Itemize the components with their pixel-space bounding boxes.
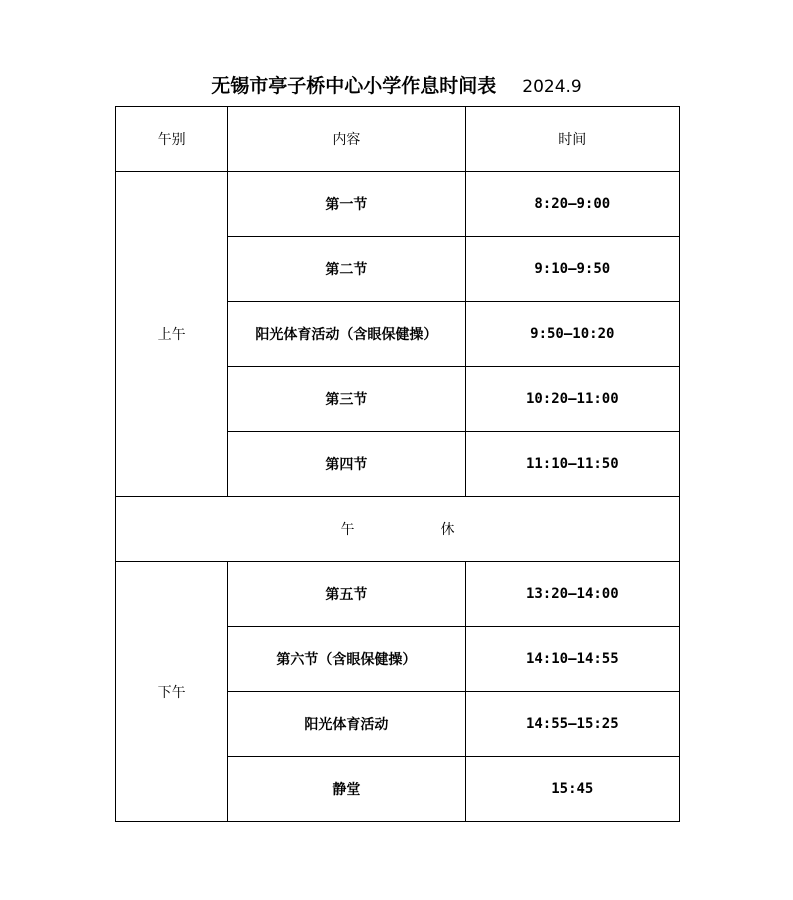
time-cell: 14:10—14:55 <box>465 627 679 692</box>
content-cell: 阳光体育活动（含眼保健操） <box>228 302 465 367</box>
header-row <box>116 107 680 172</box>
title-date: 2024.9 <box>522 77 582 97</box>
content-cell: 第二节 <box>228 237 465 302</box>
noon-break-part2: 休 <box>440 522 455 538</box>
header-period: 午别 <box>116 107 228 172</box>
time-cell: 9:50—10:20 <box>465 302 679 367</box>
time-cell: 11:10—11:50 <box>465 432 679 497</box>
content-cell: 第五节 <box>228 562 465 627</box>
content-cell: 阳光体育活动 <box>228 692 465 757</box>
content-cell: 静堂 <box>228 757 465 822</box>
noon-break-part1: 午 <box>340 522 355 538</box>
content-cell: 第六节（含眼保健操） <box>228 627 465 692</box>
time-cell: 9:10—9:50 <box>465 237 679 302</box>
content-cell: 第三节 <box>228 367 465 432</box>
noon-break-cell <box>116 497 680 562</box>
header-time: 时间 <box>465 107 679 172</box>
content-cell: 第四节 <box>228 432 465 497</box>
table-row <box>116 562 680 627</box>
header-content: 内容 <box>228 107 465 172</box>
time-cell: 15:45 <box>465 757 679 822</box>
content-cell: 第一节 <box>228 172 465 237</box>
noon-break-row <box>116 497 680 562</box>
period-afternoon: 下午 <box>116 562 228 822</box>
time-cell: 14:55—15:25 <box>465 692 679 757</box>
time-cell: 13:20—14:00 <box>465 562 679 627</box>
time-cell: 10:20—11:00 <box>465 367 679 432</box>
period-morning: 上午 <box>116 172 228 497</box>
schedule-table <box>115 106 680 822</box>
table-row <box>116 172 680 237</box>
title-text: 无锡市亭子桥中心小学作息时间表 <box>211 75 497 97</box>
time-cell: 8:20—9:00 <box>465 172 679 237</box>
document-title <box>0 72 793 100</box>
